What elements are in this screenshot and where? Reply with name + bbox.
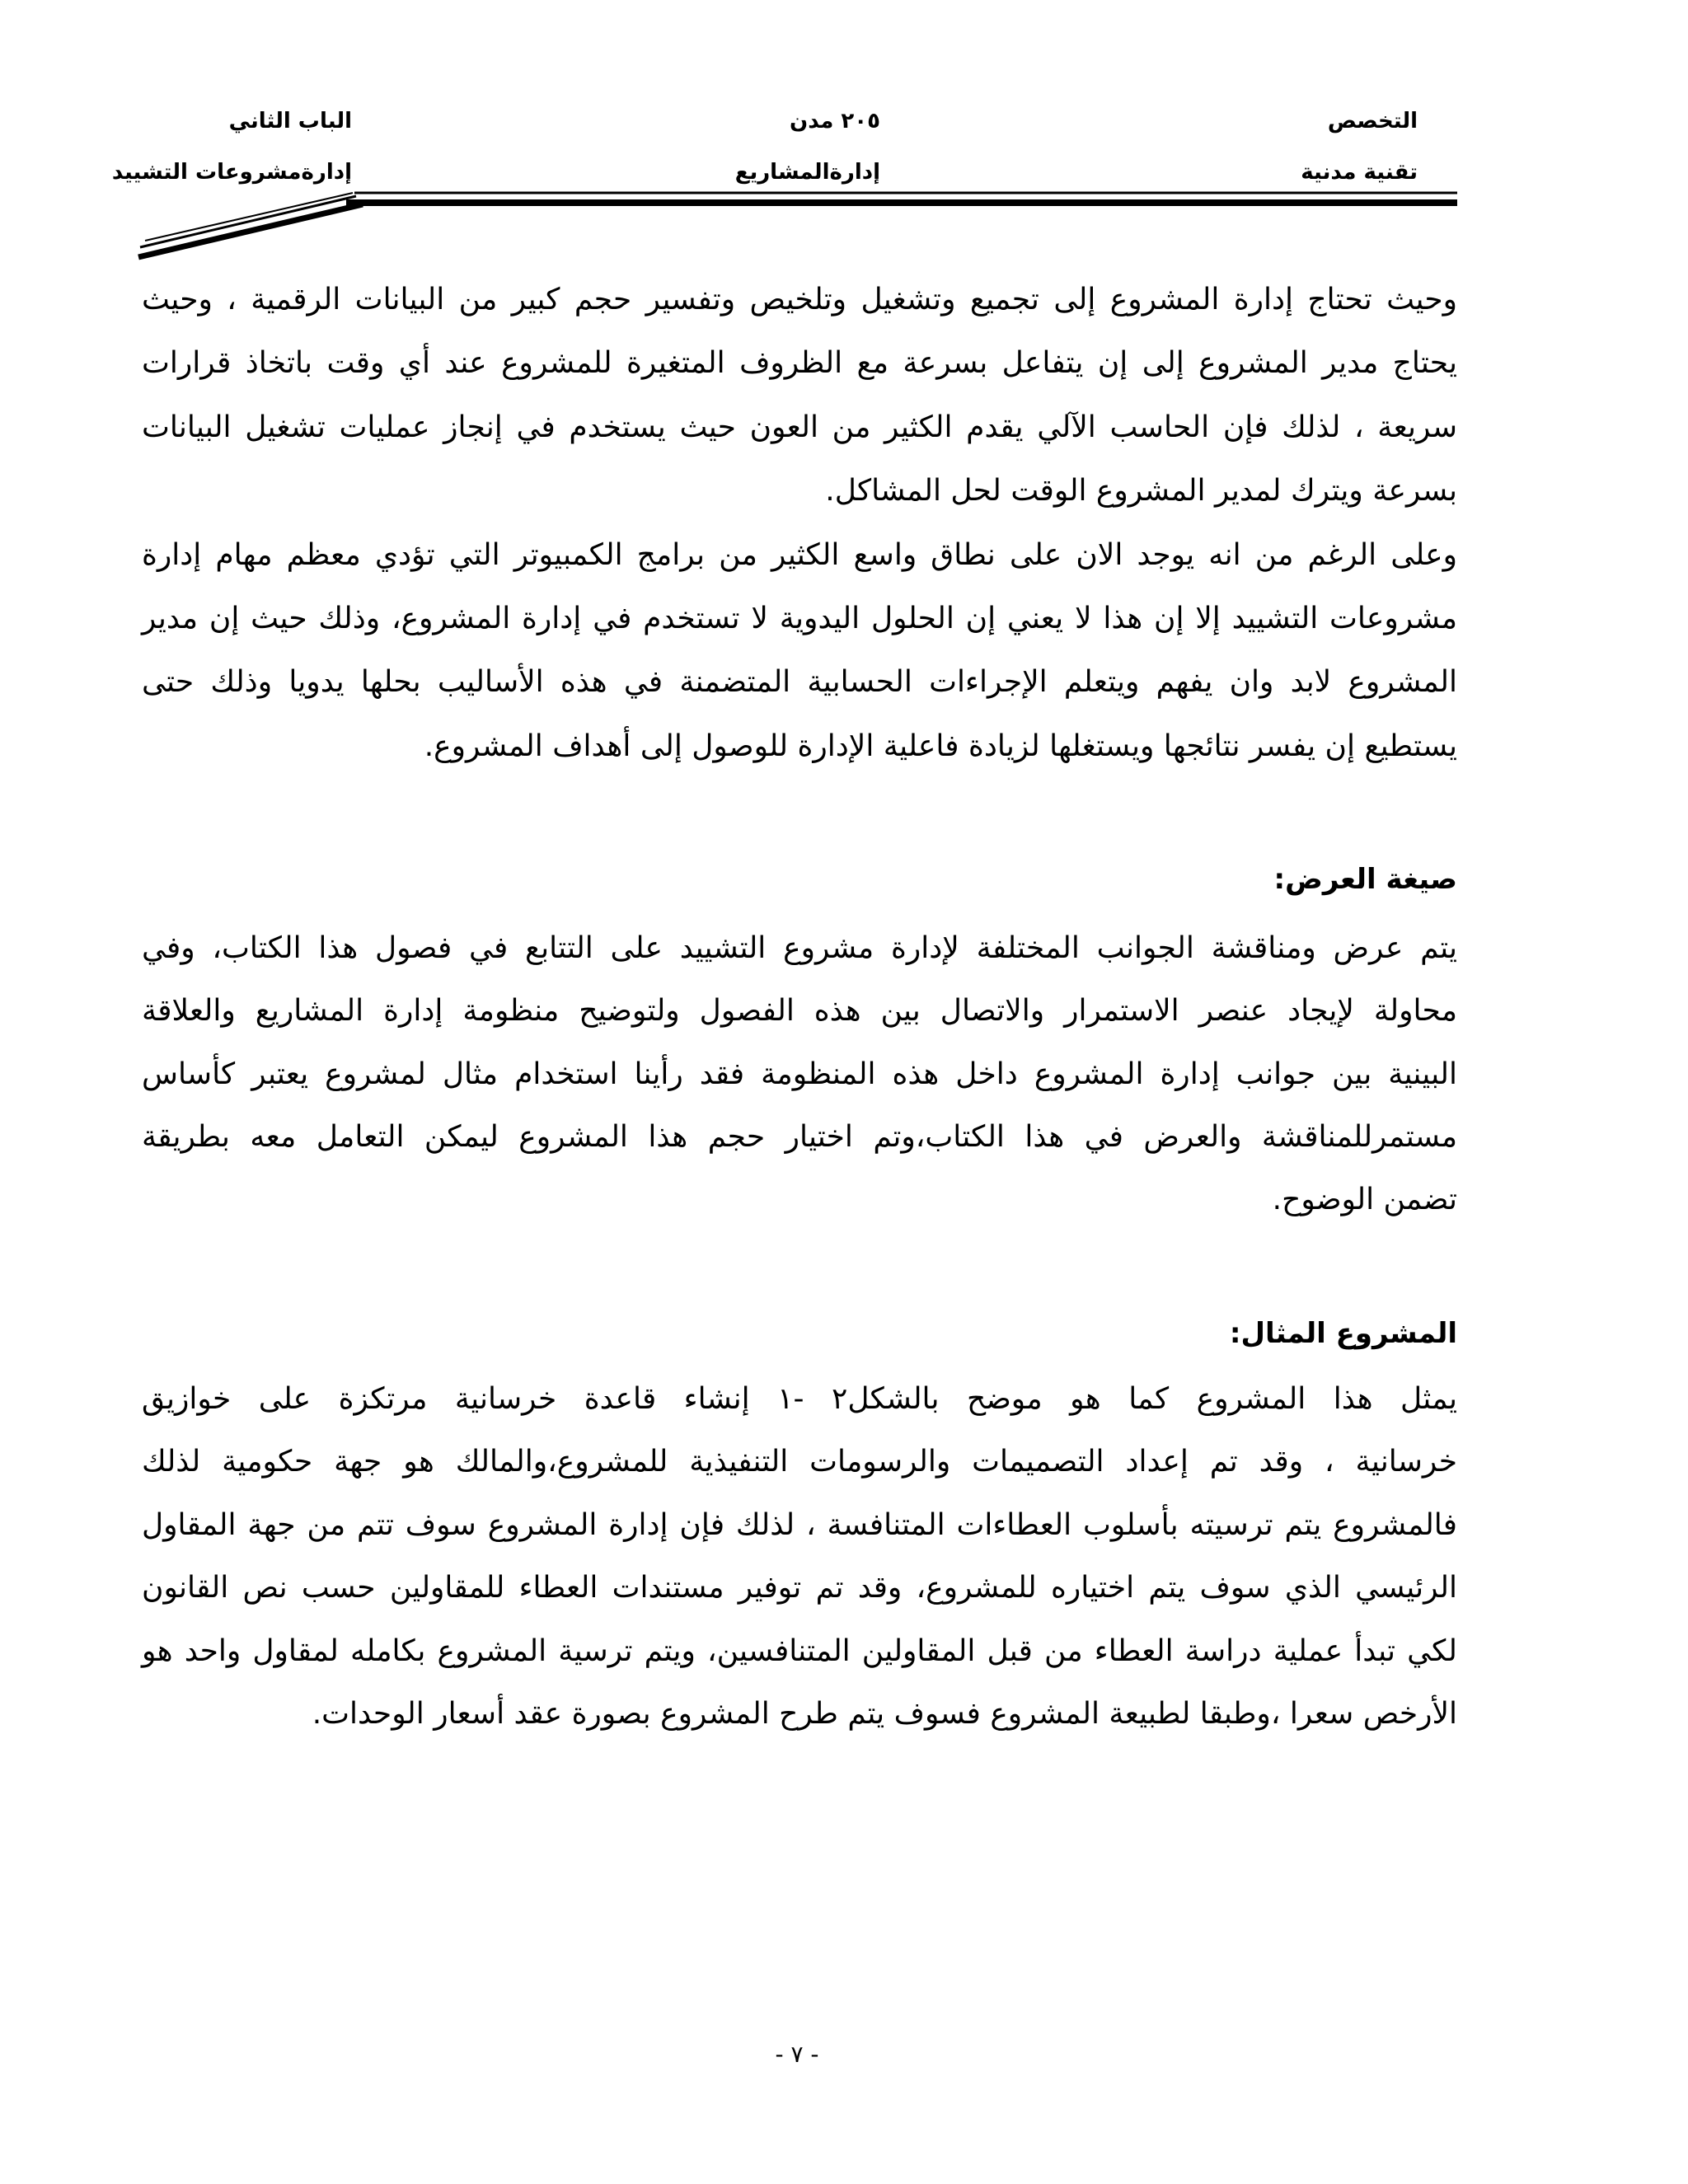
page-number: - ٧ - — [775, 2041, 819, 2068]
paragraph-line: خرسانية ، وقد تم إعداد التصميمات والرسومات التنفيذية للمشروع،والمالك هو جهة حكومية لذلك — [142, 1445, 1457, 1479]
paragraph-line: الأرخص سعرا ،وطبقا لطبيعة المشروع فسوف يتم طرح المشروع بصورة عقد أسعار الوحدات. — [312, 1697, 1457, 1732]
header-swoosh-thick — [138, 204, 363, 257]
header-swoosh-thin — [140, 196, 356, 247]
header-rule — [0, 0, 1688, 272]
paragraph-line: المشروع لابد وان يفهم ويتعلم الإجراءات الحسابية المتضمنة في هذه الأساليب بحلها يدويا وذلك حتى — [142, 665, 1457, 700]
paragraph-line: لكي تبدأ عملية دراسة العطاء من قبل المقاولين المتنافسين، ويتم ترسية المشروع بكامله لمقاول واحد هو — [142, 1633, 1457, 1668]
chapter-title: إدارةمشروعات التشييد — [111, 160, 352, 185]
section-heading: صيغة العرض: — [1273, 863, 1457, 896]
paragraph-line: سريعة ، لذلك فإن الحاسب الآلي يقدم الكثير من العون حيث يستخدم في إنجاز عمليات تشغيل البيانات — [142, 410, 1457, 444]
paragraph-line: يستطيع إن يفسر نتائجها ويستغلها لزيادة فاعلية الإدارة للوصول إلى أهداف المشروع. — [424, 729, 1457, 763]
section-heading: المشروع المثال: — [1229, 1317, 1457, 1350]
paragraph — [142, 268, 1457, 523]
paragraph-line: البينية بين جوانب إدارة المشروع داخل هذه المنظومة فقد رأينا استخدام مثال لمشروع يعتبر كأساس — [142, 1057, 1457, 1091]
chapter-label: الباب الثاني — [228, 109, 352, 134]
specialty-label: التخصص — [1327, 109, 1418, 134]
presentation-text — [142, 917, 1457, 1231]
paragraph-line: مستمرللمناقشة والعرض في هذا الكتاب،وتم اختيار حجم هذا المشروع ليمكن التعامل معه بطريقة — [142, 1119, 1457, 1154]
paragraph — [142, 523, 1457, 779]
paragraph-line: مشروعات التشييد إلا إن هذا لا يعني إن الحلول اليدوية لا تستخدم في إدارة المشروع، وذلك حيث إن مدير — [142, 602, 1457, 636]
paragraph-line: يمثل هذا المشروع كما هو موضح بالشكل٢ -١ إنشاء قاعدة خرسانية مرتكزة على خوازيق — [142, 1382, 1457, 1416]
paragraph-line: محاولة لإيجاد عنصر الاستمرار والاتصال بين هذه الفصول ولتوضيح منظومة إدارة المشاريع والعلاقة — [142, 994, 1457, 1029]
paragraph — [142, 1368, 1457, 1746]
paragraph-line: يتم عرض ومناقشة الجوانب المختلفة لإدارة مشروع التشييد على التتابع في فصول هذا الكتاب، وفي — [142, 931, 1457, 965]
paragraph-line: فالمشروع يتم ترسيته بأسلوب العطاءات المتنافسة ، لذلك فإن إدارة المشروع سوف تتم من جهة المقاول — [142, 1507, 1457, 1542]
course-name: إدارةالمشاريع — [734, 160, 880, 185]
paragraph-line: وحيث تحتاج إدارة المشروع إلى تجميع وتشغيل وتلخيص وتفسير حجم كبير من البيانات الرقمية ، وحيث — [142, 283, 1457, 316]
paragraph-line: بسرعة ويترك لمدير المشروع الوقت لحل المشاكل. — [825, 474, 1457, 509]
paragraph-line: الرئيسي الذي سوف يتم اختياره للمشروع، وقد تم توفير مستندات العطاء للمقاولين حسب نص القانون — [142, 1571, 1457, 1605]
paragraph-line: وعلى الرغم من انه يوجد الان على نطاق واسع الكثير من برامج الكمبيوتر التي تؤدي معظم مهام إدارة — [142, 537, 1457, 572]
example-text — [142, 1368, 1457, 1746]
paragraph — [142, 917, 1457, 1231]
specialty-value: تقنية مدنية — [1301, 160, 1418, 185]
course-code: ٢٠٥ مدن — [790, 109, 880, 134]
paragraph-line: تضمن الوضوح. — [1272, 1183, 1457, 1217]
intro-text — [142, 268, 1457, 778]
paragraph-line: يحتاج مدير المشروع إلى إن يتفاعل بسرعة مع الظروف المتغيرة للمشروع عند أي وقت باتخاذ قرارات — [142, 346, 1457, 381]
